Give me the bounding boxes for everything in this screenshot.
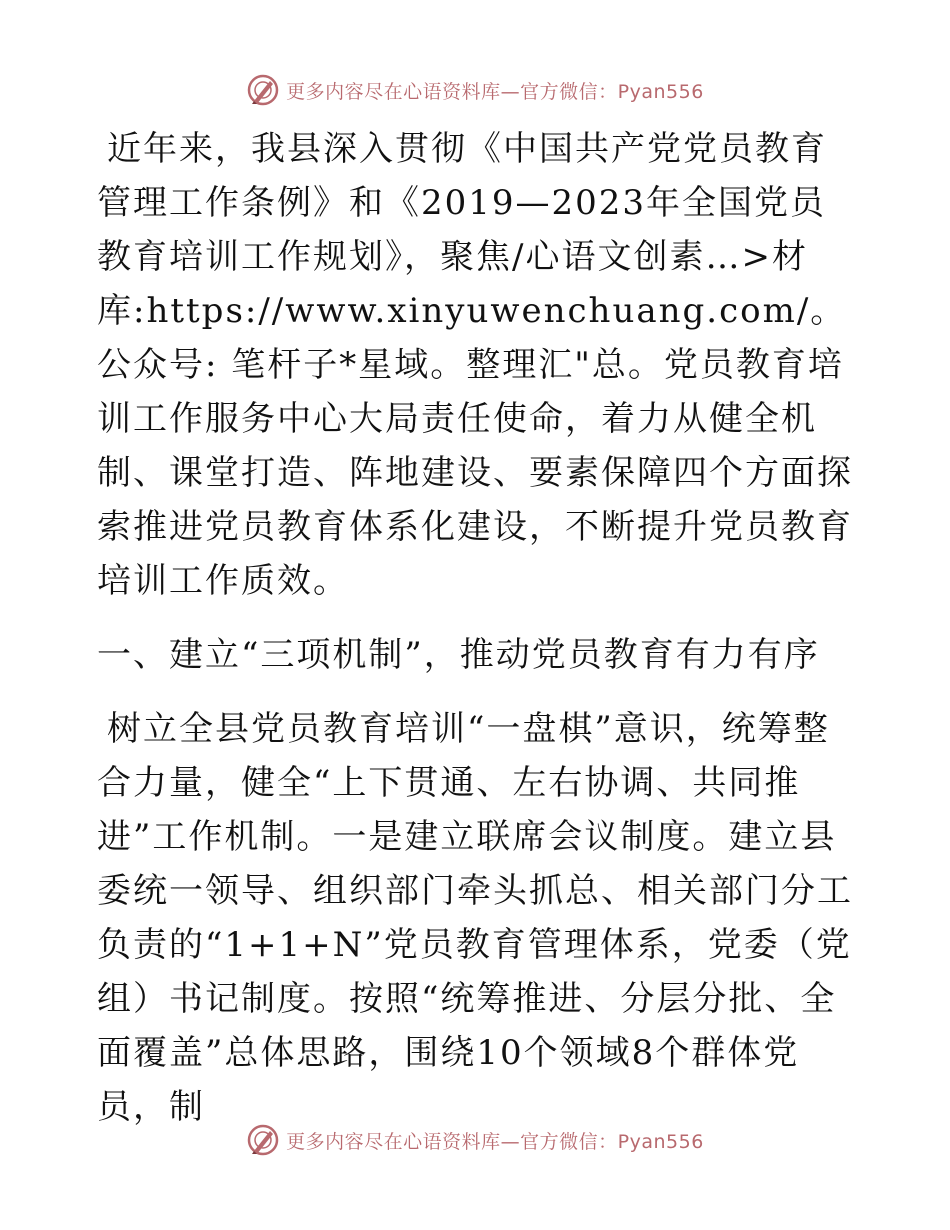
document-body [97, 122, 857, 1134]
pen-logo-icon [246, 73, 280, 107]
pen-logo-icon [246, 1123, 280, 1157]
intro-paragraph: 近年来，我县深入贯彻《中国共产党党员教育管理工作条例》和《2019—2023年全国党员教育培训工作规划》，聚焦/心语文创素…>材库:https://www.xinyuwenchuang.com/。公众号: 笔杆子*星域。整理汇"总。党员教育培训工作服务中心大局责任使命，着力从健全机制、课堂打造、阵地建设、要素保障四个方面探索推进党员教育体系化建设，不断提升党员教育培训工作质效。 [97, 129, 853, 601]
watermark-header [0, 70, 950, 110]
section-paragraph: 树立全县党员教育培训“一盘棋”意识，统筹整合力量，健全“上下贯通、左右协调、共同推进”工作机制。一是建立联席会议制度。建立县委统一领导、组织部门牵头抓总、相关部门分工负责的“1+1+N”党员教育管理体系，党委（党组）书记制度。按照“统筹推进、分层分批、全面覆盖”总体思路，围绕10个领域8个群体党员，制 [97, 709, 853, 1127]
watermark-text: 更多内容尽在心语资料库—官方微信：Pyan556 [286, 1130, 704, 1153]
watermark-text: 更多内容尽在心语资料库—官方微信：Pyan556 [286, 80, 704, 103]
section-heading: 一、建立“三项机制”，推动党员教育有力有序 [97, 635, 820, 675]
watermark-footer [0, 1120, 950, 1160]
